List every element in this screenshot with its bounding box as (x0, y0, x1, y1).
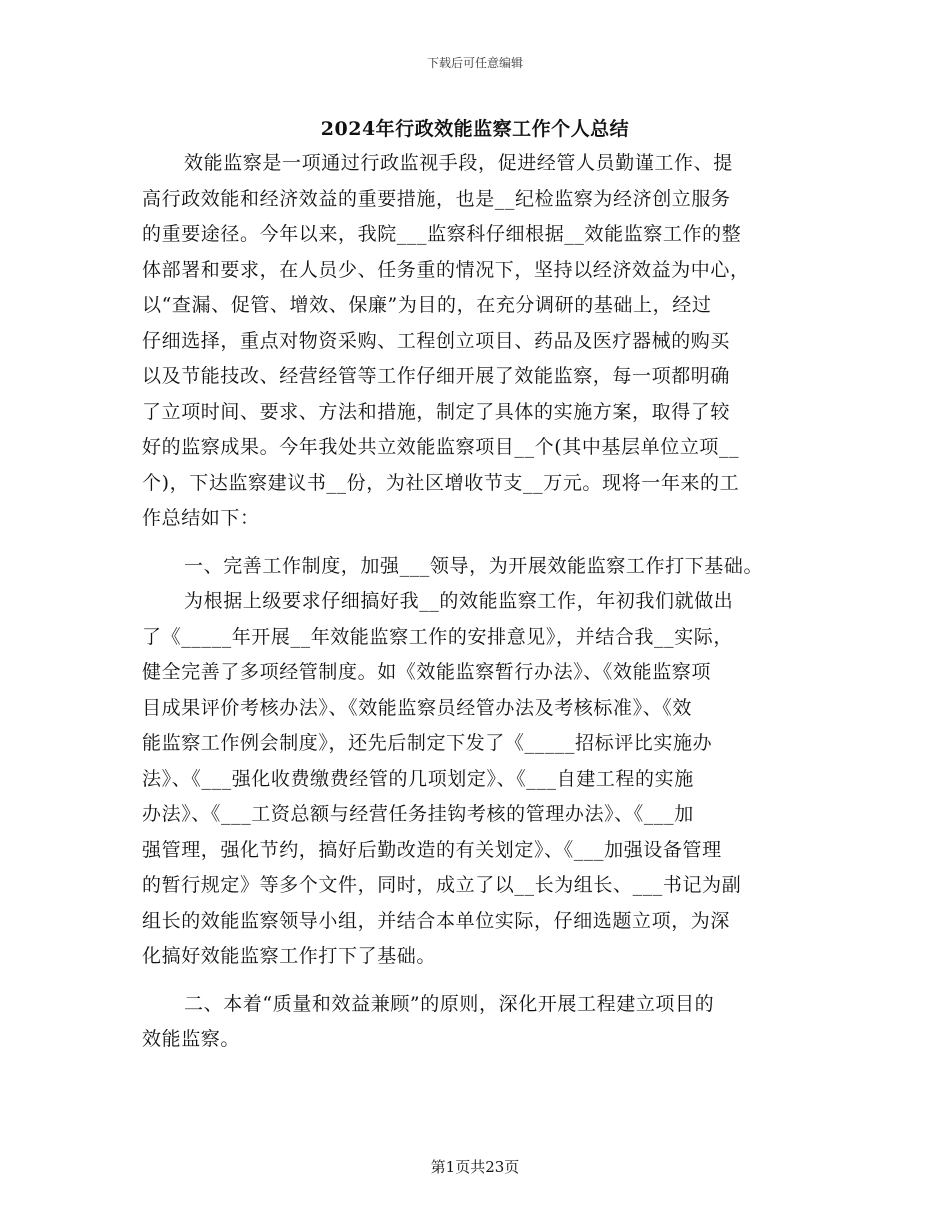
text-line: 能监察工作例会制度》，还先后制定下发了《_____招标评比实施办 (142, 732, 713, 754)
header-note: 下载后可任意编辑 (426, 56, 523, 70)
text-line: 的暂行规定》等多个文件，同时，成立了以__长为组长、___书记为副 (142, 874, 742, 896)
text-line: 效能监察。 (142, 1028, 241, 1050)
text-line: 一、完善工作制度，加强___领导，为开展效能监察工作打下基础。 (184, 554, 764, 577)
text-line: 以“查漏、促管、增效、保廉”为目的，在充分调研的基础上，经过 (142, 294, 712, 316)
text-line: 健全完善了多项经管制度。如《效能监察暂行办法》、《效能监察项 (142, 661, 712, 683)
text-line: 仔细选择，重点对物资采购、工程创立项目、药品及医疗器械的购买 (142, 329, 731, 352)
paragraph-gap (0, 537, 950, 549)
text-line: 效能监察是一项通过行政监视手段，促进经管人员勤谨工作、提 (184, 152, 733, 174)
text-line: 个)，下达监察建议书__份，为社区增收节支__万元。现将一年来的工 (142, 471, 740, 494)
text-line: 组长的效能监察领导小组，并结合本单位实际，仔细选题立项，为深 (142, 909, 731, 932)
text-line: 法》、《___强化收费缴费经管的几项划定》、《___自建工程的实施 (142, 767, 694, 790)
text-line: 了立项时间、要求、方法和措施，制定了具体的实施方案，取得了较 (142, 400, 731, 423)
text-line: 强管理，强化节约，搞好后勤改造的有关划定》、《___加强设备管理 (142, 838, 722, 861)
document-title: 2024年行政效能监察工作个人总结 (320, 118, 630, 140)
text-line: 为根据上级要求仔细搞好我__的效能监察工作，年初我们就做出 (184, 590, 734, 612)
text-line: 二、本着“质量和效益兼顾”的原则，深化开展工程建立项目的 (184, 992, 715, 1015)
text-line: 作总结如下： (142, 507, 260, 529)
text-line: 办法》、《___工资总额与经营任务挂钩考核的管理办法》、《___加 (142, 803, 694, 825)
text-line: 化搞好效能监察工作打下了基础。 (142, 945, 437, 967)
text-line: 以及节能技改、经营经管等工作仔细开展了效能监察，每一项都明确 (142, 365, 731, 387)
text-line: 的重要途径。今年以来，我院___监察科仔细根据__效能监察工作的整 (142, 223, 742, 245)
paragraph-gap (0, 975, 950, 987)
text-line: 目成果评价考核办法》、《效能监察员经管办法及考核标准》、《效 (142, 696, 693, 719)
page-footer: 第1页共23页 (430, 1158, 520, 1176)
text-line: 好的监察成果。今年我处共立效能监察项目__个(其中基层单位立项__ (142, 436, 740, 458)
document-body (0, 146, 950, 1058)
text-line: 体部署和要求，在人员少、任务重的情况下，坚持以经济效益为中心， (142, 258, 750, 281)
text-line: 高行政效能和经济效益的重要措施，也是__纪检监察为经济创立服务 (142, 187, 731, 210)
text-line: 了《_____年开展__年效能监察工作的安排意见》，并结合我__实际， (142, 625, 734, 648)
